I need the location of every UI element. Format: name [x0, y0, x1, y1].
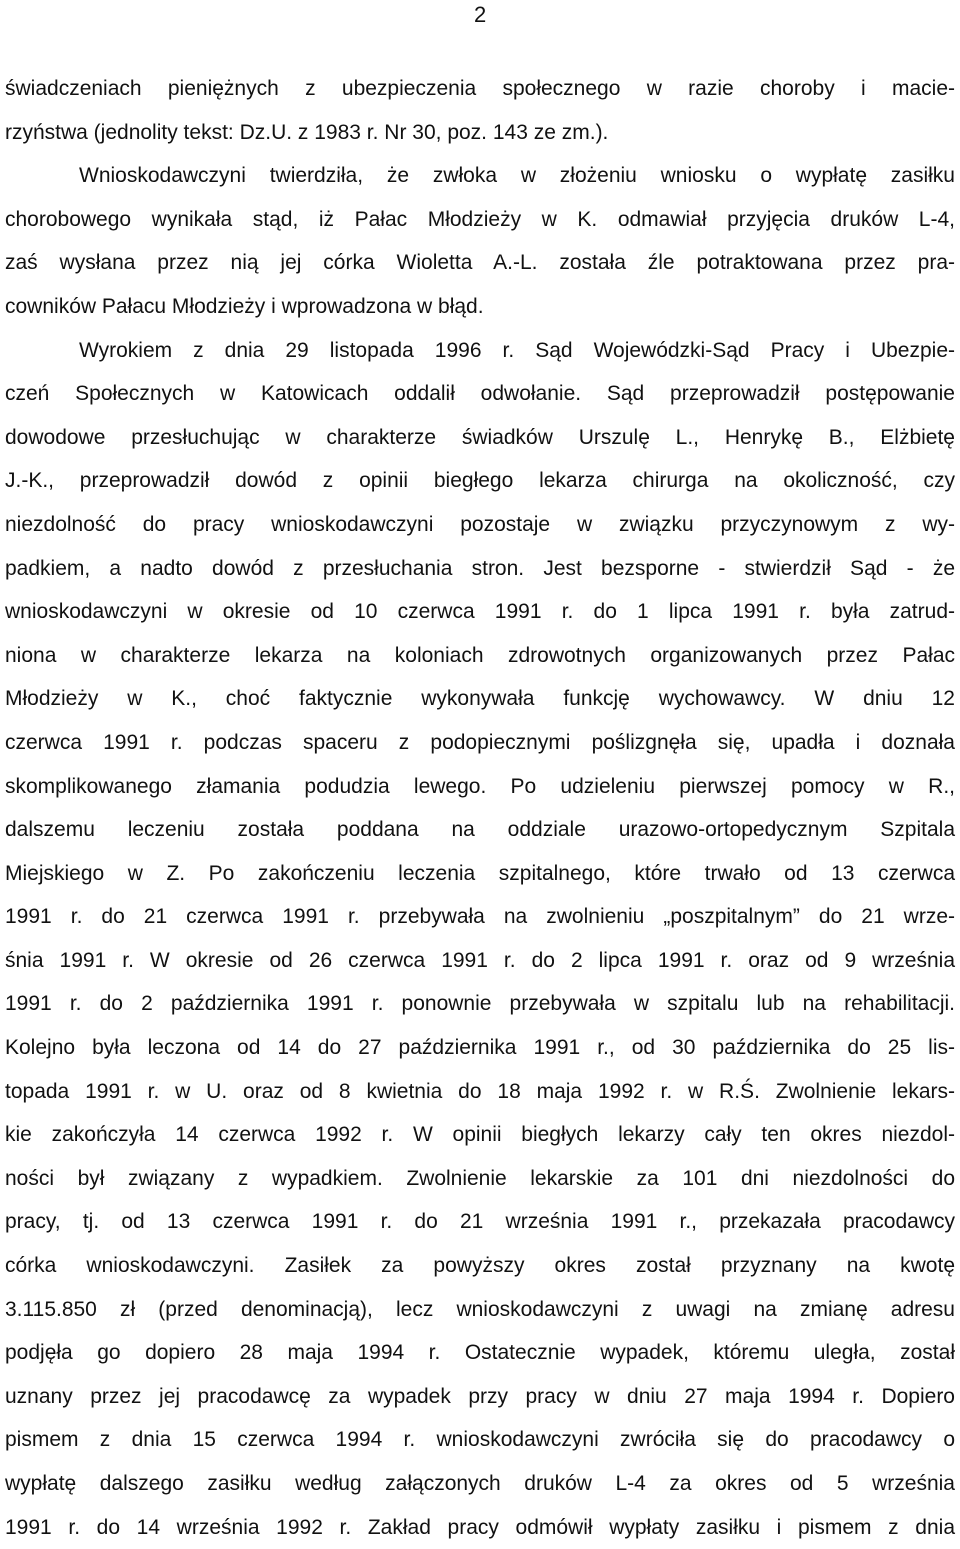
text-line: dalszemu leczeniu została poddana na oddziale urazowo-ortopedycznym Szpitala — [5, 818, 955, 842]
text-line: topada 1991 r. w U. oraz od 8 kwietnia do 18 maja 1992 r. w R.Ś. Zwolnienie lekars- — [5, 1079, 955, 1103]
text-line: Kolejno była leczona od 14 do 27 października 1991 r., od 30 października do 25 lis- — [5, 1036, 955, 1060]
text-line: kie zakończyła 14 czerwca 1992 r. W opinii biegłych lekarzy cały ten okres niezdol- — [5, 1123, 955, 1147]
text-line: ności był związany z wypadkiem. Zwolnienie lekarskie za 101 dni niezdolności do — [5, 1166, 955, 1190]
document-body — [5, 67, 955, 1549]
text-line: wypłatę dalszego zasiłku według załączonych druków L-4 za okres od 5 września — [5, 1472, 955, 1495]
text-line: Młodzieży w K., choć faktycznie wykonywała funkcję wychowawcy. W dniu 12 — [5, 687, 955, 711]
text-line: rzyństwa (jednolity tekst: Dz.U. z 1983 r. Nr 30, poz. 143 ze zm.). — [5, 120, 609, 144]
text-line: podjęła go dopiero 28 maja 1994 r. Ostatecznie wypadek, któremu uległa, został — [5, 1341, 955, 1365]
text-line: zaś wysłana przez nią jej córka Wioletta A.-L. została źle potraktowana przez pra- — [5, 251, 955, 275]
text-line: czeń Społecznych w Katowicach oddalił odwołanie. Sąd przeprowadził postępowanie — [5, 382, 955, 406]
page-number: 2 — [474, 2, 487, 27]
text-line: 3.115.850 zł (przed denominacją), lecz wnioskodawczyni z uwagi na zmianę adresu — [5, 1297, 955, 1321]
text-line: pracy, tj. od 13 czerwca 1991 r. do 21 września 1991 r., przekazała pracodawcy — [5, 1210, 955, 1234]
text-line: niezdolność do pracy wnioskodawczyni pozostaje w związku przyczynowym z wy- — [5, 512, 955, 536]
text-line: padkiem, a nadto dowód z przesłuchania stron. Jest bezsporne - stwierdził Sąd - że — [5, 556, 955, 580]
text-line: 1991 r. do 21 czerwca 1991 r. przebywała na zwolnieniu „poszpitalnym” do 21 wrze- — [5, 905, 955, 929]
text-line: Wyrokiem z dnia 29 listopada 1996 r. Sąd Wojewódzki-Sąd Pracy i Ubezpie- — [79, 338, 955, 362]
text-line: dowodowe przesłuchując w charakterze świadków Urszulę L., Henrykę B., Elżbietę — [5, 425, 955, 449]
text-line: cowników Pałacu Młodzieży i wprowadzona w błąd. — [5, 294, 484, 318]
text-line: Wnioskodawczyni twierdziła, że zwłoka w złożeniu wniosku o wypłatę zasiłku — [79, 164, 955, 188]
text-line: pismem z dnia 15 czerwca 1994 r. wnioskodawczyni zwróciła się do pracodawcy o — [5, 1428, 955, 1452]
text-line: córka wnioskodawczyni. Zasiłek za powyższy okres został przyznany na kwotę — [5, 1254, 955, 1278]
text-line: wnioskodawczyni w okresie od 10 czerwca 1991 r. do 1 lipca 1991 r. była zatrud- — [5, 600, 955, 624]
text-line: niona w charakterze lekarza na koloniach zdrowotnych organizowanych przez Pałac — [5, 643, 955, 667]
text-line: 1991 r. do 2 października 1991 r. ponownie przebywała w szpitalu lub na rehabilitacji. — [5, 992, 955, 1016]
text-line: 1991 r. do 14 września 1992 r. Zakład pracy odmówił wypłaty zasiłku i pismem z dnia — [5, 1515, 955, 1539]
text-line: świadczeniach pieniężnych z ubezpieczenia społecznego w razie choroby i macie- — [5, 77, 955, 100]
text-line: J.-K., przeprowadził dowód z opinii biegłego lekarza chirurga na okoliczność, czy — [5, 469, 955, 493]
text-line: śnia 1991 r. W okresie od 26 czerwca 1991 r. do 2 lipca 1991 r. oraz od 9 września — [5, 948, 955, 972]
text-line: chorobowego wynikała stąd, iż Pałac Młodzieży w K. odmawiał przyjęcia druków L-4, — [5, 207, 955, 231]
text-line: czerwca 1991 r. podczas spaceru z podopiecznymi poślizgnęła się, upadła i doznała — [5, 730, 955, 754]
text-line: uznany przez jej pracodawcę za wypadek przy pracy w dniu 27 maja 1994 r. Dopiero — [5, 1384, 955, 1408]
text-line: skomplikowanego złamania podudzia lewego. Po udzieleniu pierwszej pomocy w R., — [5, 774, 955, 798]
text-line: Miejskiego w Z. Po zakończeniu leczenia szpitalnego, które trwało od 13 czerwca — [5, 861, 955, 885]
